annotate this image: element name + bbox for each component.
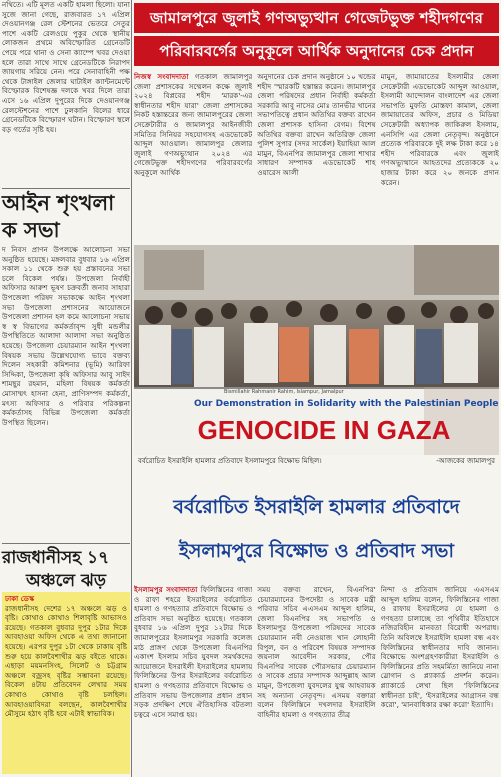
storm-headline: রাজধানীসহ ১৭ bbox=[2, 548, 110, 568]
banner-mid-text: Our Demonstration in Solidarity with the Palestinian People bbox=[194, 399, 499, 409]
protest-photo bbox=[134, 245, 499, 455]
storm-story-box bbox=[2, 592, 130, 774]
storm-dateline: ঢাকা ডেস্ক bbox=[5, 594, 35, 603]
grenade-story-text: নথিতে। এটি মূলত একটি হামলা ছিলো। যানা সুজে জানা গেছে, রাজবারত ১৭ এপ্রিল দেওয়ানগঞ্জ রেল স্টেশনের ভেতরে সেতুর পাশে একটি রেলওয়ে পুকুর থেকে স্থানীয় লোকজন প্রথমে অবিস্ফোরিত গ্রেনেডটি পেয়ে পরে থানা ও সেনা ক্যাম্পে খবর দেওয়া হলে তারা সাথে সাথে গ্রেনেডটিকে নিরাপদ জায়গায় সরিয়ে নেন। পরে সেনাবাহিনী পক্ষ থেকে টাঙ্গাইল জেলার ঘাটাইল ক্যান্টনমেন্টে বিস্ফোরক বিশেষজ্ঞ দলকে খবর দিলে তারা এসে ১৬ এপ্রিল দুপুরের দিকে দেওয়ানগঞ্জ রেলস্টেশনের পাশে ঢুলকানি বিলের ধারে গ্রেনেডটিকে বিস্ফোরণ ঘটান। বিস্ফোরণ স্থলে বড় গর্তের সৃষ্টি হয়। bbox=[2, 0, 130, 134]
column-rule bbox=[131, 0, 132, 777]
law-order-headline: আইন শৃংখলা bbox=[2, 191, 115, 215]
photo-caption-text: বর্বরোচিত ইসরাইলি হামলার প্রতিবাদে ইসলামপুরে বিক্ষোভ মিছিল। bbox=[138, 457, 322, 465]
article1-headline-line1: জামালপুরে জুলাই গণঅভ্যুত্থান গেজেটভুক্ত শহীদগণের bbox=[134, 3, 499, 33]
article2-body bbox=[134, 585, 499, 775]
article1-col1 bbox=[134, 72, 252, 242]
banner-genocide-text: GENOCIDE IN GAZA bbox=[197, 415, 451, 445]
article2-headline-line1: বর্বরোচিত ইসরাইলি হামলার প্রতিবাদে bbox=[173, 496, 460, 518]
article2-col1-text: ফিলিস্তিনের গাজা ও রাফা শহরে ইসরাইলের বর্বরোচিত হামলা ও গণহত্যার প্রতিবাদে বিক্ষোভ ও প্রতিবাদ সভা অনুষ্ঠিত হয়েছে। গতকাল বুধবার ১৬ এপ্রিল দুপুর ১২টার দিকে জামালপুরের ইসলামপুর সরকারি কলেজ মাঠ প্রাঙ্গণ থেকে উপজেলা বিএনপির একাংশ ইসলাম সচিব যুবদল সমর্থকদের আয়োজনে ইসরাইলী ইসরাইলের হামলায় ফিলিস্তিনের উপর ইসরাইলের বর্বরোচিত হামলা ও গণহত্যার প্রতিবাদে বিক্ষোভ ও প্রতিবাদ সভায় উপজেলার প্রধান প্রধান সড়ক প্রদক্ষিণ শেষে ঐতিহাসিক বটতলা চত্বরে এসে সমাপ্ত হয়। bbox=[134, 585, 253, 719]
article1-col1-text: গতকাল জামালপুর জেলা প্রশাসকের সম্মেলন কক্ষে জুলাই ২০২৪ বিপ্লবের শহীদ 'মারক'-এর স্বাধীনতার শহীদ যারা' জেলা প্রশাসকের নিকট হস্তান্তরের জন্য জামালপুরের জেলা সেক্রেটারীর ও জামালপুর আইনজীবী সমিতির সিনিয়র সহযোগসহ এডভোকেট আব্দুল আওয়াল। জামালপুর জেলার জুলাই গণঅভ্যুত্থান ২০২৪ এর গেজেটভুক্ত শহীদগণের পরিবারবর্গের অনুকূলে আর্থিক bbox=[134, 72, 253, 177]
law-order-headline-2: ক সভা bbox=[2, 218, 60, 242]
article2-headline-line2: ইসলামপুরে বিক্ষোভ ও প্রতিবাদ সভা bbox=[179, 540, 454, 562]
photo-credit: -আজকের জামালপুর bbox=[436, 457, 495, 465]
storm-headline-2: অঞ্চলে ঝড় bbox=[26, 571, 106, 591]
article2-col1 bbox=[134, 585, 252, 775]
storm-story-text: রাজধানীসহ দেশের ১৭ অঞ্চলে ঝড় ও বৃষ্টি। কোথাও কোথাও শিলাবৃষ্টি আভাসও রয়েছে। গতকাল বুধবার দুপুর ১টার দিকে আবহাওয়া অফিস থেকে এ তথ্য জানানো হয়েছে। এরপর দুপুর ১টা থেকে ঢাকায় বৃষ্টি শুরু হয়ে কালবৈশাখীর ঝড় বইতে থাকে। এছাড়া ময়মনসিংহ, সিলেট ও চট্টগ্রাম অঞ্চলে বজ্রসহ বৃষ্টির সম্ভাবনা রয়েছে। বিকেল ৪টায় প্রতিবেদন লেখার সময় কোথাও কোথাও বৃষ্টি চলছিল। আবহাওয়াবিদরা বলছেন, কালবৈশাখীর মৌসুমে হঠাৎ বৃষ্টি হবে এটাই স্বাভাবিক। bbox=[5, 603, 127, 719]
article2-col3: নিন্দা ও প্রতিবাদ জানিয়ে এএসএম আব্দুল হালিম বলেন, ফিলিস্তিনের গাজা ও রাফায় ইসরাইলের যে হামলা ও গণহত্যা চালাচ্ছে তা পৃথিবীর ইতিহাসে নজিরবিহীন মানবতা বিরোধী অপরাধ। তিনি অবিলম্বে ইসরাইলি হামলা বন্ধ এবং ফিলিস্তিনের স্বাধীনতার দাবি জানান। বিক্ষোভে অংশগ্রহণকারীরা ইসরাইলি ও ফিলিস্তিনের প্রতি সহমর্মিতা জানিয়ে নানা স্লোগান ও প্ল্যাকার্ড প্রদর্শন করেন। প্ল্যাকার্ডে লেখা ছিল 'ফিলিস্তিনের স্বাধীনতা চাই', 'ইসরাইলের আগ্রাসন বন্ধ করো', 'মানবাধিকার রক্ষা করো' ইত্যাদি। bbox=[380, 585, 499, 710]
left-column bbox=[2, 0, 130, 777]
main-area bbox=[134, 0, 499, 777]
article1-headline-line2: পরিবারবর্গের অনুকূলে আর্থিক অনুদানের চেক প্রদান bbox=[134, 36, 499, 66]
article1-dateline: নিজস্ব সংবাদদাতা bbox=[134, 72, 189, 81]
law-order-story-text: দ নিবস প্রাণন উপলক্ষে আলোচনা সভা অনুষ্ঠিত হয়েছে। মঙ্গলবার বুধবার ১৬ এপ্রিল সকাল ১১ থেকে শুরু হয় প্রস্তাবনের সভা চলে বিকেল পর্যন্ত। উপজেলা নির্বাহী অফিসার আরুশ ভূষণ চক্রবর্তী জনাব সাহারা উপজেলা পরিষদ সভাকক্ষে আইন শৃংখলা সভা উপজেলা প্রশাসনের আয়োজনে উপজেলা প্রশাসন হল কমে আলোচনা সভায় স্ব স্ব বিভাগের কর্মকর্তাবৃন্দ সুধী মন্ডলীর উপস্থিতিতে আলাদা আলাদা সভা অনুষ্ঠিত হয়েছে। উপজেলা চেয়ারম্যান আইন শৃংখলা বিষয়ক সভায় উল্লেখযোগ্য ভাবে বক্তব্য দিলেন সহকারী কমিশনার (ভূমি) আরিফা সিদ্দিকা, উপজেলা কৃষি অফিসার আবু সাইদ শামছুর রহমান, মহিলা বিষয়ক কর্মকর্তা মোসাম্মৎ হাসনা হেনা, প্রাণিসম্পদ কর্মকর্তা, মৎস্য অফিসার ও পরিবার পরিকল্পনা কর্মকর্তাসহ বিভিন্ন উপজেলা কর্মকর্তা উপস্থিত ছিলেন। bbox=[2, 245, 130, 427]
article2-dateline: ইসলামপুর সংবাদদাতা bbox=[134, 585, 198, 594]
banner-small-text: Bismillahir Rahmanir Rahim, Islampur, Jamalpur bbox=[224, 389, 344, 395]
article2-col2: সময় বক্তব্য রাখেন, বিএনপির' চেয়ারম্যানের উপদেষ্টা ও সাবেক মন্ত্রী পরিবার সচিব এএসএম আব্দুল হালিম, জেলা বিএনপির সহ সভাপতি ও ইসলামপুর উপজেলা পরিষদের সাবেক চেয়ারম্যান নবী নেওয়াজ খান লোহানী বিপুল, বন ও পরিবেশ বিষয়ক সম্পাদক জয়নাল আবেদীন সরকার, পৌর বিএনপির সাবেক পৌরসভার চেয়ারম্যান ও সাবেক প্রচার সম্পাদক আব্দুল্লাহ আল মামুন, উপজেলা যুবদলের যুগ্ম আহবায়ক সহ অন্যান্য নেতৃবৃন্দ। এসময় বক্তারা বলেন ফিলিস্তিনে দখলদার ইসরাইলি বাহিনীর হামলা ও গণহত্যার তীব্র bbox=[257, 585, 376, 719]
photo-caption bbox=[134, 455, 499, 467]
divider bbox=[2, 543, 130, 544]
article1-col3: মামুন, জামায়াতের ইসলামীর জেলা সেক্রেটারী এডভোকেট আব্দুল আওয়াল, ইসলামী আন্দোলন বাংলাদেশ এর জেলা সভাপতি মুফতি মোস্তফা কামাল, জেলা জামায়াতের অফিস, প্রচার ও মিডিয়া সেক্রেটারী অধ্যাপক জাকিরুল ইসলাম, এনসিপি এর জেলা নেতৃবৃন্দ। অনুষ্ঠানে প্রত্যেক পরিবারকে দুই লক্ষ টাকা করে ১৪ শহীদ পরিবারকে এবং জুলাই গণঅভ্যুত্থানে আহতদের প্রত্যেককে ২০ হাজার টাকা করে ২০ জনকে প্রদান করেন। bbox=[380, 72, 499, 187]
article1-col2: অনুদানের চেক প্রদান অনুষ্ঠানে ১০ খন্ডের শহীদ 'স্মারকটি হস্তান্তর করেন। জামালপুর জেলা পরিষদের প্রধান নির্বাহী কর্মকর্তা সরকারি আবু নাসের মোঃ তানভীর খানের সভাপতিত্বে প্রধান অতিথির বক্তব্য রাখেন জেলা প্রশাসক হাসিনা বেগম। বিশেষ অতিথির বক্তব্য রাখেন অতিরিক্ত জেলা পুলিশ সুপার (সদর সার্কেল) ইয়াহিয়া আল মামুন, বিএনপির জামালপুর জেলা শাখার সাধারণ সম্পাদক এডভোকেট শাহ ওয়ারেস আলী bbox=[257, 72, 376, 177]
article1-body bbox=[134, 72, 499, 242]
